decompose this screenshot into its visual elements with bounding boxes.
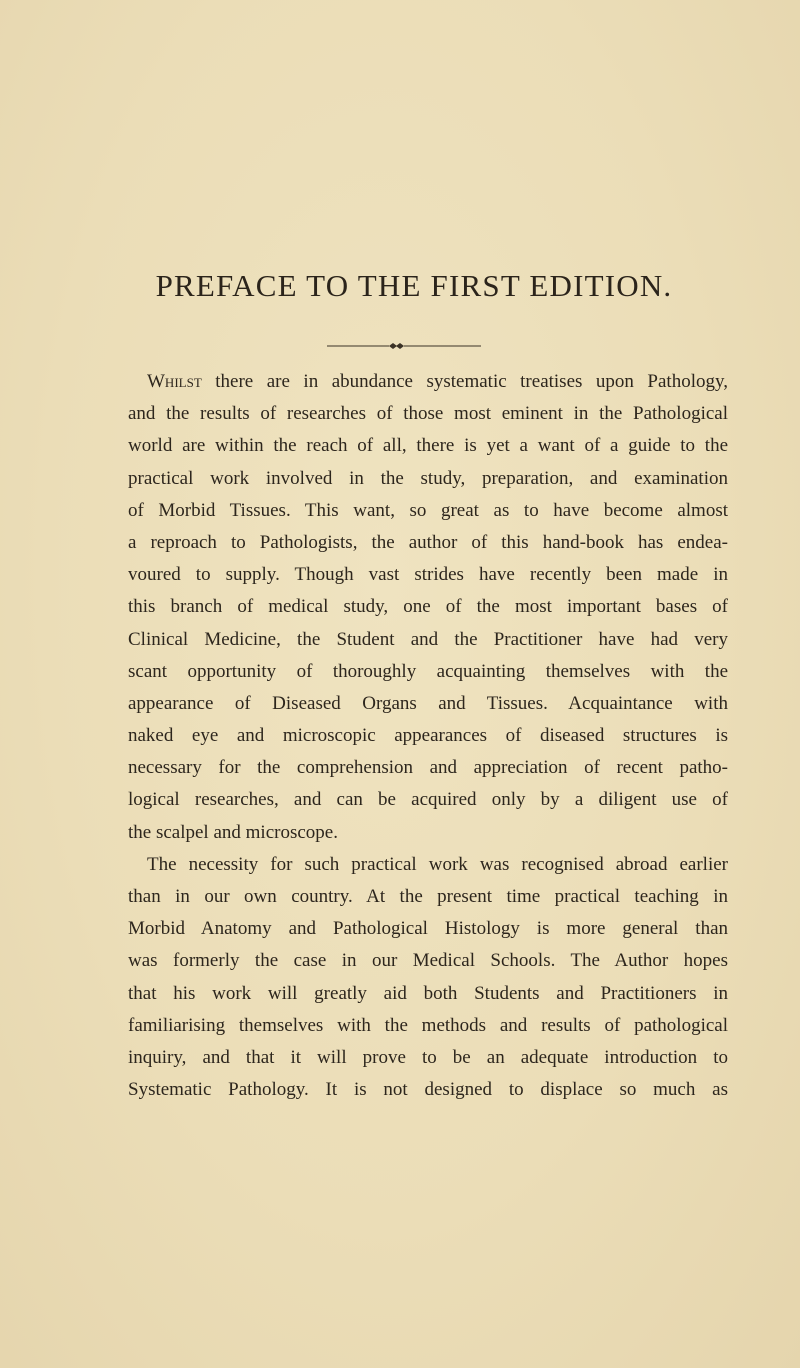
- preface-body: [128, 366, 728, 1106]
- text-line: and the results of researches of those most eminent in the Pathological: [128, 403, 728, 425]
- text-line: Systematic Pathology. It is not designed to displace so much as: [128, 1079, 728, 1101]
- text-line: than in our own country. At the present time practical teaching in: [128, 886, 728, 907]
- text-line: practical work involved in the study, preparation, and examination: [128, 467, 728, 489]
- preface-paragraph-1: [128, 366, 728, 849]
- text-line-content: there are in abundance systematic treatises upon Pathology,: [201, 371, 728, 392]
- text-line: [128, 366, 728, 398]
- lead-word: Whilst: [147, 371, 202, 392]
- text-line: was formerly the case in our Medical Schools. The Author hopes: [128, 950, 728, 972]
- text-line: logical researches, and can be acquired only by a diligent use of: [128, 789, 728, 811]
- page-title: PREFACE TO THE FIRST EDITION.: [155, 268, 673, 303]
- text-line: a reproach to Pathologists, the author of this hand-book has endea-: [128, 531, 728, 553]
- text-line: of Morbid Tissues. This want, so great as to have become almost: [128, 499, 728, 521]
- preface-paragraph-2: [128, 849, 728, 1107]
- text-line: the scalpel and microscope.: [128, 821, 338, 843]
- text-line: that his work will greatly aid both Students and Practitioners in: [128, 982, 728, 1004]
- text-line: necessary for the comprehension and appreciation of recent patho-: [128, 757, 728, 779]
- text-line: The necessity for such practical work was recognised abroad earlier: [147, 853, 728, 875]
- text-line: appearance of Diseased Organs and Tissues. Acquaintance with: [128, 692, 728, 714]
- text-line: familiarising themselves with the methods and results of pathological: [128, 1014, 728, 1036]
- text-line: world are within the reach of all, there is yet a want of a guide to the: [128, 435, 728, 457]
- text-line: Morbid Anatomy and Pathological Histology is more general than: [128, 918, 728, 940]
- text-line: Clinical Medicine, the Student and the Practitioner have had very: [128, 628, 728, 650]
- text-line: scant opportunity of thoroughly acquainting themselves with the: [128, 660, 728, 682]
- text-line: naked eye and microscopic appearances of diseased structures is: [128, 725, 728, 747]
- text-line: inquiry, and that it will prove to be an adequate introduction to: [128, 1046, 728, 1068]
- diamond-rule-ornament-icon: [327, 338, 481, 354]
- text-line: this branch of medical study, one of the most important bases of: [128, 596, 728, 618]
- text-line: voured to supply. Though vast strides have recently been made in: [128, 564, 728, 586]
